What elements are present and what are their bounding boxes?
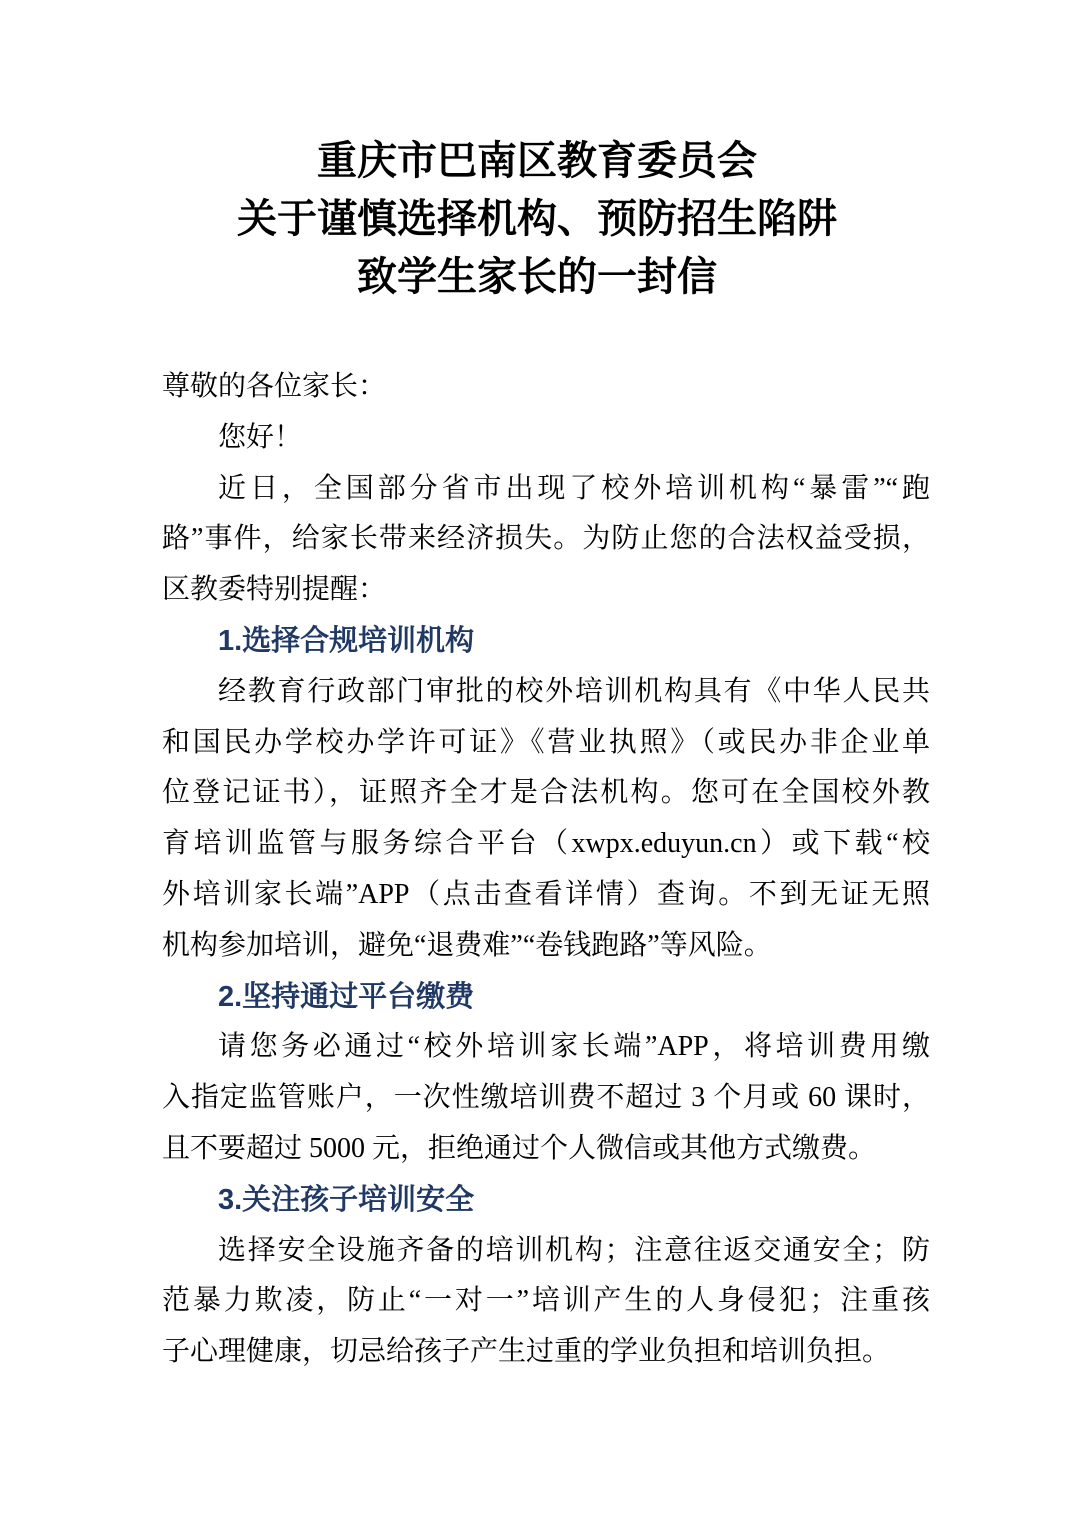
body-text-line: 育培训监管与服务综合平台（xwpx.eduyun.cn）或下载“校 xyxy=(162,828,930,860)
body-text-line: 外培训家长端”APP（点击查看详情）查询。不到无证无照 xyxy=(162,878,930,910)
body-text-line: 入指定监管账户，一次性缴培训费不超过 3 个月或 60 课时， xyxy=(162,1082,930,1114)
body-text-line: 且不要超过 5000 元，拒绝通过个人微信或其他方式缴费。 xyxy=(162,1132,877,1164)
body-text-line: 尊敬的各位家长： xyxy=(162,371,387,402)
title-line-3: 致学生家长的一封信 xyxy=(357,254,717,299)
body-text-line: 范暴力欺凌，防止“一对一”培训产生的人身侵犯；注重孩 xyxy=(162,1285,930,1317)
body-text-line: 区教委特别提醒： xyxy=(162,574,387,606)
body-text-line: 选择安全设施齐备的培训机构；注意往返交通安全；防 xyxy=(218,1234,930,1266)
body-text-line: 机构参加培训，避免“退费难”“卷钱跑路”等风险。 xyxy=(162,929,772,961)
body-text-line: 子心理健康，切忌给孩子产生过重的学业负担和培训负担。 xyxy=(162,1336,891,1368)
section-heading: 1.选择合规培训机构 xyxy=(218,624,475,657)
body-text-line: 和国民办学校办学许可证》《营业执照》（或民办非企业单 xyxy=(162,726,930,758)
body-text-line: 您好！ xyxy=(218,421,303,453)
body-text-line: 近日，全国部分省市出现了校外培训机构“暴雷”“跑 xyxy=(218,472,930,504)
section-heading: 3.关注孩子培训安全 xyxy=(218,1183,475,1216)
body-text-line: 路”事件，给家长带来经济损失。为防止您的合法权益受损， xyxy=(162,523,930,555)
document-title xyxy=(0,0,1074,306)
title-line-2: 关于谨慎选择机构、预防招生陷阱 xyxy=(237,196,837,241)
letter-body xyxy=(0,362,1074,1378)
body-text-line: 位登记证书），证照齐全才是合法机构。您可在全国校外教 xyxy=(162,777,930,809)
section-heading: 2.坚持通过平台缴费 xyxy=(218,980,475,1013)
body-text-line: 请您务必通过“校外培训家长端”APP，将培训费用缴 xyxy=(218,1031,930,1063)
title-line-1: 重庆市巴南区教育委员会 xyxy=(317,138,757,183)
body-text-line: 经教育行政部门审批的校外培训机构具有《中华人民共 xyxy=(218,675,930,707)
